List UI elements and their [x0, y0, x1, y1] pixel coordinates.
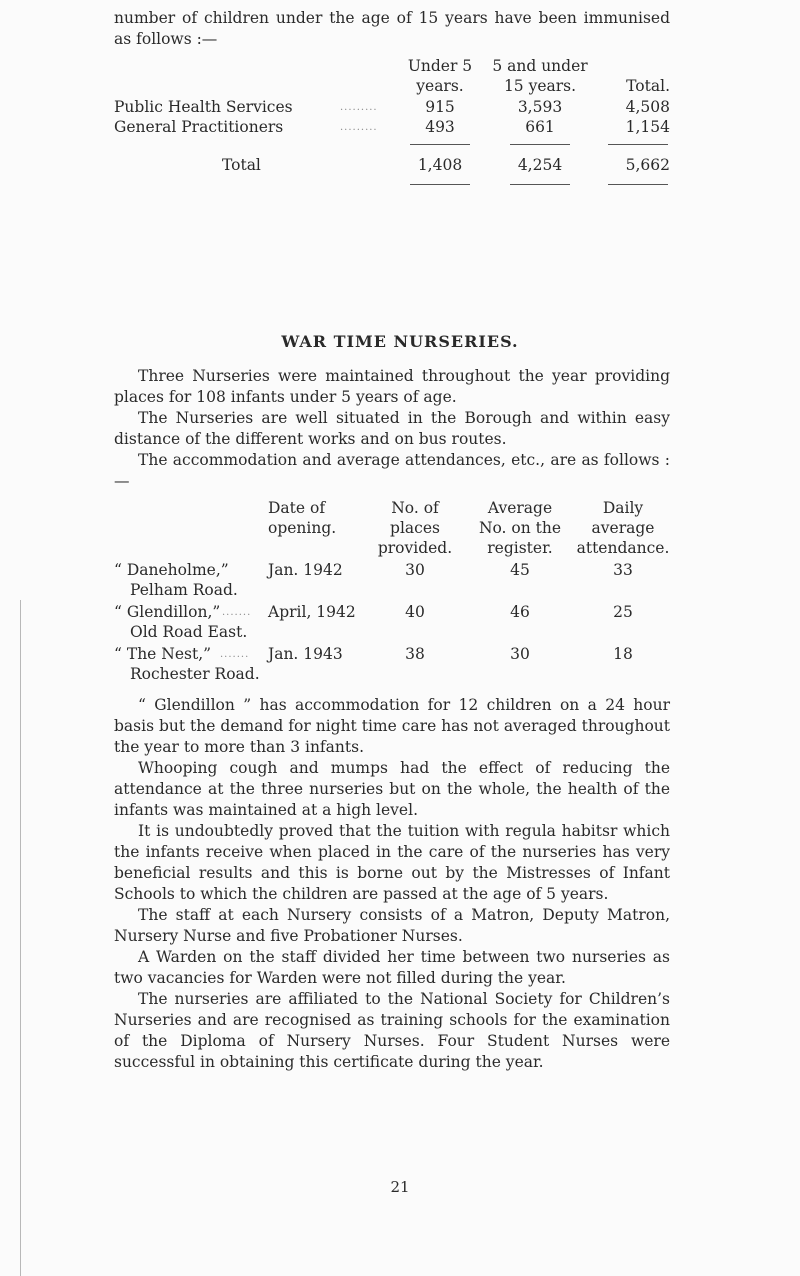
- nursery-name: “ Glendillon,”: [114, 603, 221, 621]
- paragraph: The accommodation and average attendances, etc., are as follows :—: [114, 451, 670, 490]
- col-daily-header-2: average: [591, 519, 655, 537]
- intro-paragraph: [114, 8, 670, 50]
- leader-dots: .......: [222, 607, 252, 618]
- intro-text: number of children under the age of 15 years have been immunised as follows :—: [114, 9, 670, 48]
- col-register-header-3: register.: [487, 539, 553, 557]
- places-provided: 38: [405, 645, 425, 663]
- col-register-header-1: Average: [487, 499, 553, 517]
- rule-5to15-top: [510, 144, 570, 145]
- opening-date: April, 1942: [268, 603, 356, 621]
- average-register: 30: [510, 645, 530, 663]
- nursery-address: Pelham Road.: [130, 581, 238, 599]
- cell-5to15: 661: [525, 118, 555, 136]
- daily-attendance: 33: [613, 561, 633, 579]
- col-5to15-header-1: 5 and under: [492, 57, 588, 75]
- row-label: Public Health Services: [114, 98, 293, 116]
- col-under5-header-1: Under 5: [407, 57, 473, 75]
- nursery-address: Rochester Road.: [130, 665, 260, 683]
- cell-5to15: 3,593: [517, 98, 563, 116]
- col-places-header-3: provided.: [377, 539, 453, 557]
- leader-dots: .........: [340, 122, 378, 133]
- section-heading: WAR TIME NURSERIES.: [281, 332, 519, 351]
- cell-under5: 915: [425, 98, 455, 116]
- paragraph: The staff at each Nursery consists of a Matron, Deputy Matron, Nursery Nurse and five Probationer Nurses.: [114, 906, 670, 945]
- nurseries-intro: [114, 366, 670, 492]
- cell-total: 1,154: [625, 118, 670, 136]
- paragraph: Whooping cough and mumps had the effect of reducing the attendance at the three nurseries but on the whole, the health of the infants was maintained at a high level.: [114, 759, 670, 819]
- nurseries-body: [114, 695, 670, 1073]
- page-number: 21: [390, 1178, 410, 1196]
- col-5to15-header-2: 15 years.: [503, 77, 577, 95]
- col-daily-header-3: attendance.: [576, 539, 670, 557]
- total-total: 5,662: [625, 156, 670, 174]
- paragraph: The Nurseries are well situated in the Borough and within easy distance of the different works and on bus routes.: [114, 409, 670, 448]
- col-total-header: Total.: [626, 77, 670, 95]
- col-under5-header-2: years.: [416, 77, 464, 95]
- paragraph: A Warden on the staff divided her time between two nurseries as two vacancies for Warden were not filled during the year.: [114, 948, 670, 987]
- cell-under5: 493: [425, 118, 455, 136]
- daily-attendance: 18: [613, 645, 633, 663]
- daily-attendance: 25: [613, 603, 633, 621]
- cell-total: 4,508: [625, 98, 670, 116]
- nursery-address: Old Road East.: [130, 623, 248, 641]
- places-provided: 40: [405, 603, 425, 621]
- rule-5to15-bottom: [510, 184, 570, 185]
- paragraph: The nurseries are affiliated to the National Society for Children’s Nurseries and are recognised as training schools for the examination of the Diploma of Nursery Nurses. Four Student Nurses were successful in obtaining this certificate during the year.: [114, 990, 670, 1071]
- total-under5: 1,408: [417, 156, 463, 174]
- average-register: 46: [510, 603, 530, 621]
- rule-total-top: [608, 144, 668, 145]
- paragraph: “ Glendillon ” has accommodation for 12 children on a 24 hour basis but the demand for night time care has not averaged throughout the year to more than 3 infants.: [114, 696, 670, 756]
- average-register: 45: [510, 561, 530, 579]
- paragraph: Three Nurseries were maintained throughout the year providing places for 108 infants under 5 years of age.: [114, 367, 670, 406]
- col-places-header-2: places: [390, 519, 440, 537]
- leader-dots: .........: [340, 102, 378, 113]
- leader-dots: .......: [220, 649, 250, 660]
- scan-edge-line: [20, 600, 21, 1276]
- col-date-header-1: Date of: [268, 499, 326, 517]
- opening-date: Jan. 1942: [268, 561, 343, 579]
- total-5to15: 4,254: [517, 156, 563, 174]
- rule-total-bottom: [608, 184, 668, 185]
- col-places-header-1: No. of: [391, 499, 439, 517]
- nursery-name: “ The Nest,”: [114, 645, 212, 663]
- rule-under5-bottom: [410, 184, 470, 185]
- col-date-header-2: opening.: [268, 519, 337, 537]
- opening-date: Jan. 1943: [268, 645, 343, 663]
- col-register-header-2: No. on the: [478, 519, 562, 537]
- places-provided: 30: [405, 561, 425, 579]
- rule-under5-top: [410, 144, 470, 145]
- col-daily-header-1: Daily: [602, 499, 644, 517]
- paragraph: It is undoubtedly proved that the tuition with regula habitsr which the infants receive when placed in the care of the nurseries has very beneficial results and this is borne out by the Mistresses of Infant Schools to which the children are passed at the age of 5 years.: [114, 822, 670, 903]
- nursery-name: “ Daneholme,”: [114, 561, 229, 579]
- total-label: Total: [222, 156, 261, 174]
- row-label: General Practitioners: [114, 118, 284, 136]
